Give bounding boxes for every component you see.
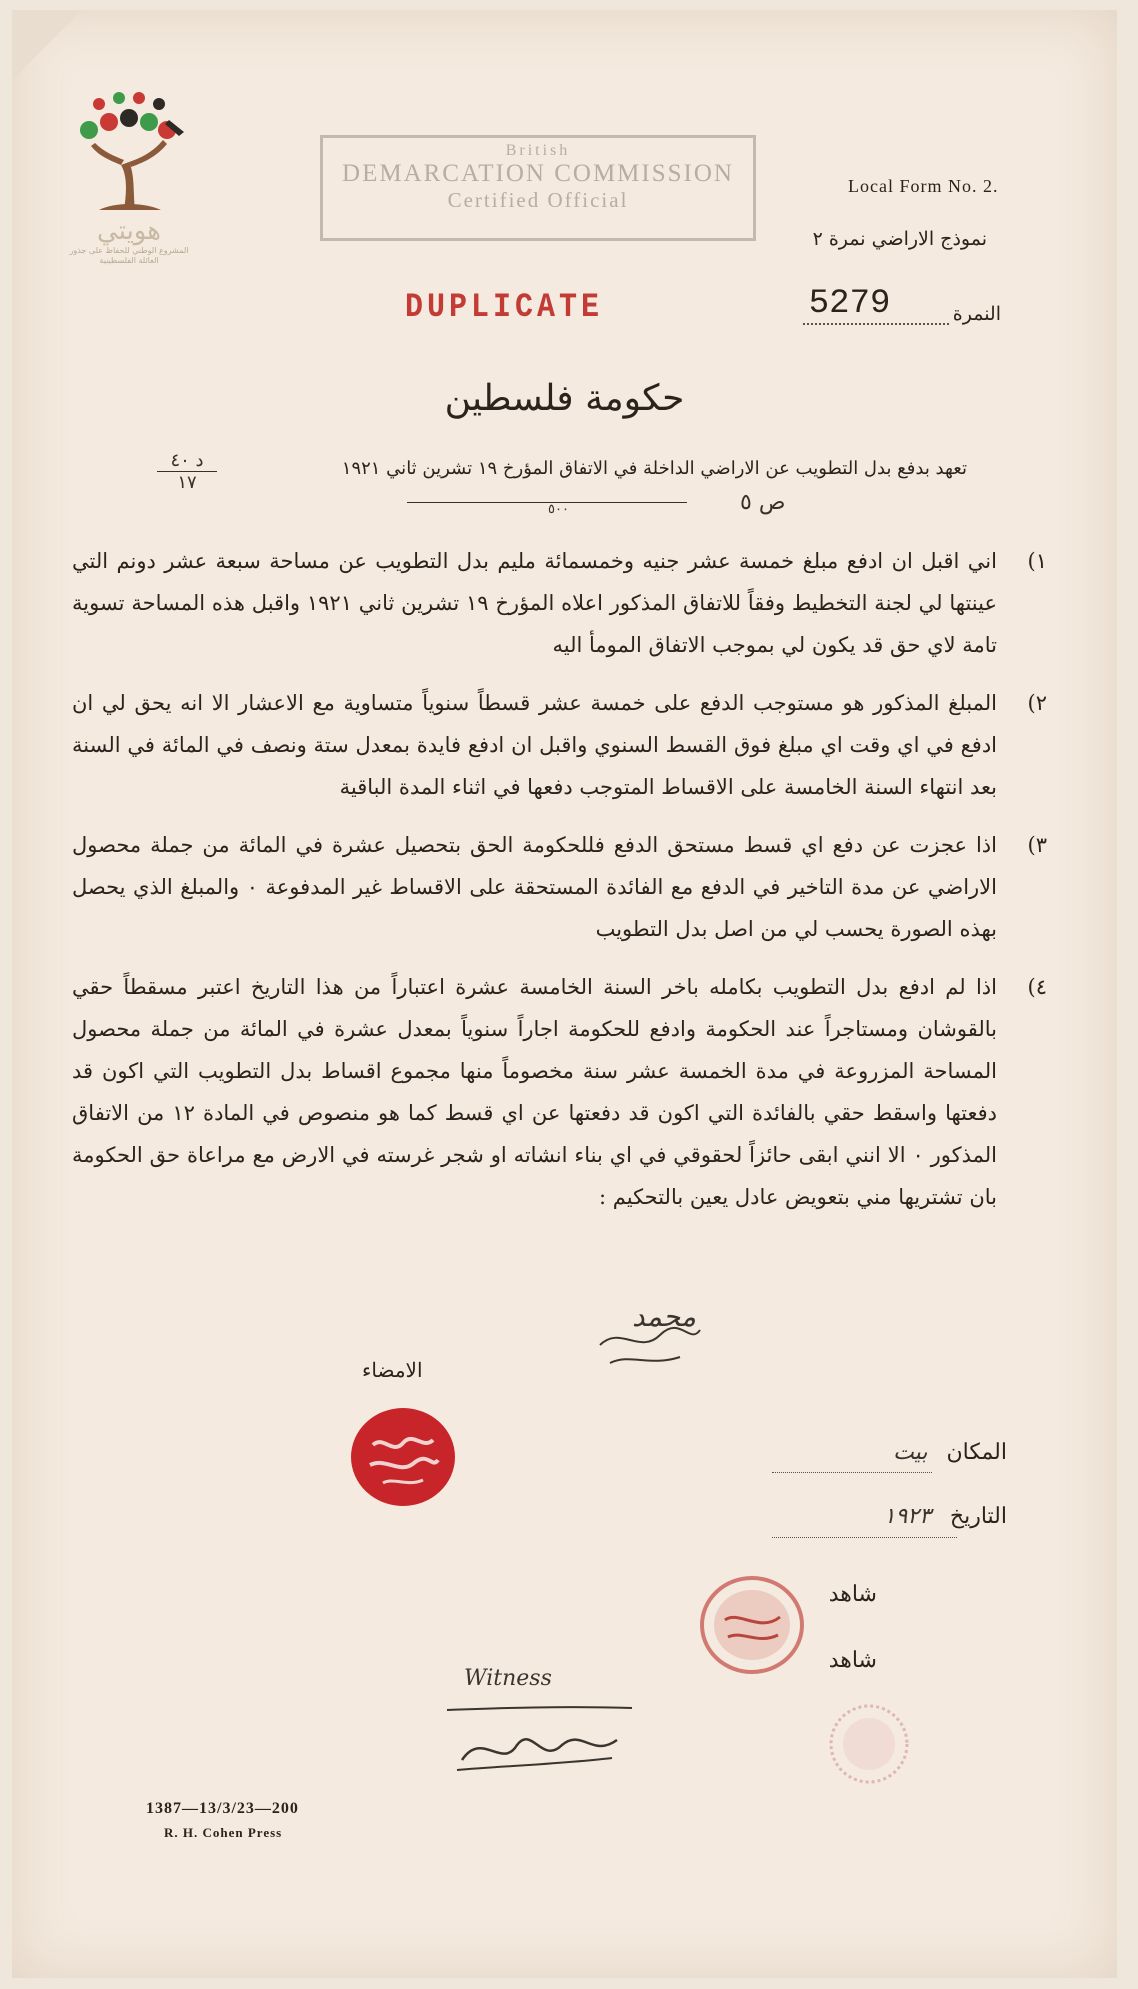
witness-label-2: شاهد xyxy=(828,1648,877,1673)
clauses-list xyxy=(72,540,1047,1234)
number-label: النمرة xyxy=(952,303,1001,325)
place-line xyxy=(772,1472,932,1473)
clause-text: اني اقبل ان ادفع مبلغ خمسة عشر جنيه وخمسمائة مليم بدل التطويب عن مساحة سبعة عشر دونم التي عينتها لي لجنة التخطيط وفقاً للاتفاق المذكور اعلاه المؤرخ ١٩ تشرين ثاني ١٩٢١ واقبل هذه المساحة تسوية تامة لاي حق قد يكون لي بموجب الاتفاق المومأ اليه xyxy=(72,549,997,657)
printer-name: R. H. Cohen Press xyxy=(164,1825,283,1840)
place-field xyxy=(893,1440,1007,1465)
document-sheet xyxy=(12,10,1117,1978)
folded-corner xyxy=(12,10,82,80)
clause-item xyxy=(72,966,1047,1218)
clause-number: ٤) xyxy=(1027,975,1047,999)
page-title: حكومة فلسطين xyxy=(444,378,685,419)
clause-text: اذا لم ادفع بدل التطويب بكامله باخر السنة الخامسة عشرة اعتباراً من هذا التاريخ اعتبر مسقطاً حقي بالقوشان ومستاجراً عند الحكومة وادفع للحكومة اجاراً سنوياً بمعدل عشرة في المائة من جملة محصول المساحة المزروعة في مدة الخمسة عشر سنة مخصوماً منها مجموع اقساط بدل التطويب التي اكون قد دفعتها واسقط حقي بالفائدة التي اكون قد دفعتها عن اي قسط كما هو منصوص في المادة ١٢ من الاتفاق المذكور ٠ الا انني ابقى حائزاً لحقوقي في اي بناء انشاته او شجر غرسته في الارض مع مراعاة حق الحكومة بان تشتريها مني بتعويض عادل يعين بالتحكيم : xyxy=(72,975,998,1209)
demarcation-stamp-line1: British xyxy=(505,142,571,159)
clause-item xyxy=(72,682,1047,808)
clause-number: ٢) xyxy=(1027,691,1047,715)
witness-label-1: شاهد xyxy=(828,1582,877,1607)
witness-english: Witness xyxy=(464,1666,552,1691)
demarcation-stamp-line2: DEMARCATION COMMISSION xyxy=(342,160,734,187)
date-field xyxy=(884,1504,1007,1529)
printer-code: 1387—13/3/23—200 xyxy=(146,1800,299,1817)
place-value: بيت xyxy=(893,1440,928,1465)
arabic-form-number: نموذج الاراضي نمرة ٢ xyxy=(812,228,987,250)
handwritten-mark: ص ٥ xyxy=(740,490,786,515)
signature-label: الامضاء xyxy=(362,1358,423,1382)
date-line xyxy=(772,1537,957,1538)
document-subtitle: تعهد بدفع بدل التطويب عن الاراضي الداخلة في الاتفاق المؤرخ ١٩ تشرين ثاني ١٩٢١ xyxy=(341,458,967,479)
witness-seal-icon xyxy=(700,1575,805,1675)
date-value: ١٩٢٣ xyxy=(883,1504,931,1529)
logo-subtitle: المشروع الوطني للحفاظ على جذور العائلة الفلسطينية xyxy=(69,246,189,265)
reference-top: د ٤٠ xyxy=(157,450,217,472)
clause-item xyxy=(72,540,1047,666)
family-tree-icon xyxy=(69,80,189,210)
date-label: التاريخ xyxy=(949,1504,1007,1529)
logo-name: هويتي xyxy=(97,216,161,246)
number-value: 5279 xyxy=(803,285,949,325)
place-label: المكان xyxy=(946,1440,1007,1465)
heritage-logo xyxy=(64,80,194,295)
clause-number: ١) xyxy=(1027,549,1047,573)
clause-item xyxy=(72,824,1047,950)
clause-text: المبلغ المذكور هو مستوجب الدفع على خمسة عشر قسطاً سنوياً متساوية مع الاعشار الا انه يحق لي ان ادفع في اي وقت اي مبلغ فوق القسط السنوي واقبل ان ادفع فايدة بمعدل ستة ونصف في المائة في السنة بعد انتهاء السنة الخامسة على الاقساط المتوجب دفعها في اثناء المدة الباقية xyxy=(72,691,997,799)
document-number xyxy=(803,285,1001,325)
local-form-number: Local Form No. 2. xyxy=(848,176,999,196)
witness-signature-icon xyxy=(442,1700,642,1780)
red-wax-seal-icon xyxy=(348,1405,458,1510)
faded-seal-icon xyxy=(828,1703,910,1785)
duplicate-stamp: DUPLICATE xyxy=(405,288,604,328)
clause-text: اذا عجزت عن دفع اي قسط مستحق الدفع فللحكومة الحق بتحصيل عشرة في المائة من جملة محصول الاراضي عن مدة التاخير في الدفع مع الفائدة المستحقة على الاقساط غير المدفوعة ٠ والمبلغ الذي يحصل بهذه الصورة يحسب لي من اصل بدل التطويب xyxy=(72,833,997,941)
signature-scrawl: محمد xyxy=(632,1300,696,1333)
reference-fraction xyxy=(157,450,217,493)
demarcation-stamp-line3: Certified Official xyxy=(447,188,629,212)
handwritten-mark-small: ٥٠٠ xyxy=(548,502,569,517)
demarcation-stamp xyxy=(320,135,756,241)
subtitle-underline xyxy=(407,502,687,503)
clause-number: ٣) xyxy=(1027,833,1047,857)
reference-bottom: ١٧ xyxy=(177,472,197,493)
signature-scribble-icon xyxy=(590,1305,710,1375)
